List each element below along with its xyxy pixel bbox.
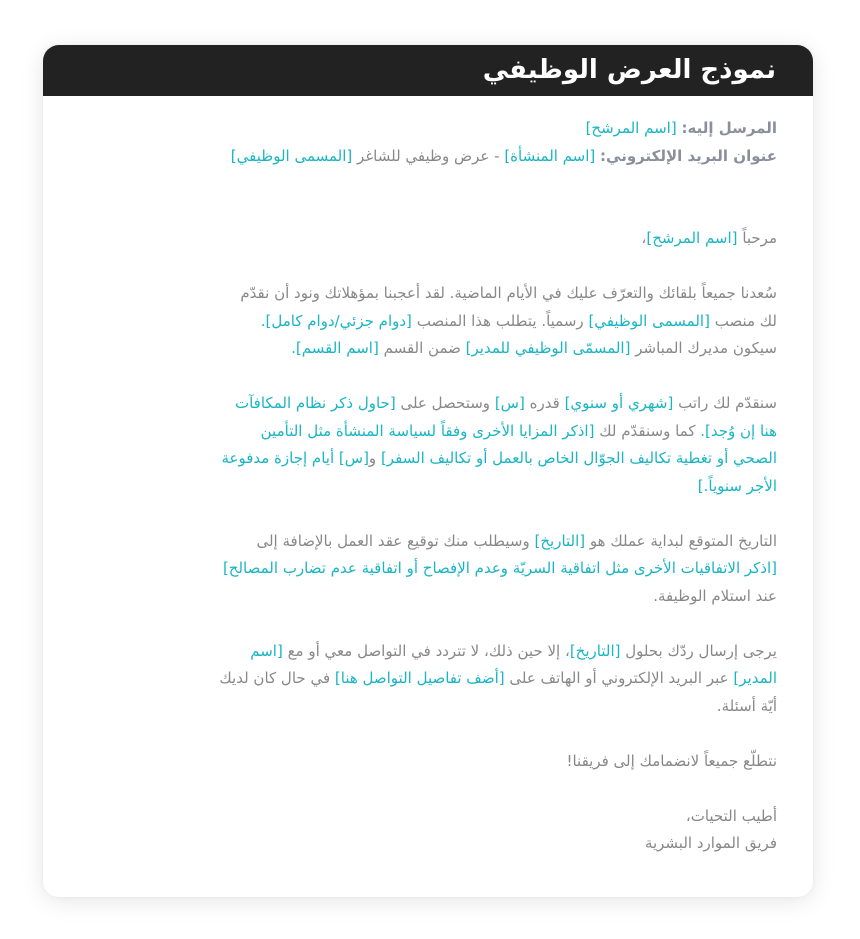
paragraph-intro: سُعدنا جميعاً بلقائك والتعرّف عليك في الأيام الماضية. لقد أعجبنا بمؤهلاتك ونود أن نقدّم لك منصب [المسمى الوظيفي] رسمياً. يتطلب هذا المنصب [دوام جزئي/دوام كامل]. سيكون مديرك المباشر [المسمّى الوظيفي للمدير] ضمن القسم [اسم القسم].: [240, 284, 777, 357]
paragraph-compensation: سنقدّم لك راتب [شهري أو سنوي] قدره [س] وستحصل على [حاول ذكر نظام المكافآت هنا إن وُجد]. كما وسنقدّم لك [اذكر المزايا الأخرى وفقاً لسياسة المنشأة مثل التأمين الصحي أو تغطية تكاليف الجوّال الخاص بالعمل أو تكاليف السفر] و[س] أيام إجازة مدفوعة الأجر سنوياً.]: [221, 394, 777, 495]
paragraph-start-date: التاريخ المتوقع لبداية عملك هو [التاريخ] وسيطلب منك توقيع عقد العمل بالإضافة إلى [اذكر الاتفاقيات الأخرى مثل اتفاقية السريّة وعدم الإفصاح أو اتفاقية عدم تضارب المصالح] عند استلام الوظيفة.: [222, 531, 777, 605]
page-title: نموذج العرض الوظيفي: [482, 55, 776, 85]
subject-job-title: [المسمى الوظيفي]: [230, 146, 353, 165]
subject-text: - عرض وظيفي للشاغر: [357, 146, 500, 165]
candidate-name: [اسم المرشح]: [646, 229, 738, 247]
card-header: [43, 45, 813, 96]
paragraph-reply: يرجى إرسال ردّك بحلول [التاريخ]، إلا حين ذلك، لا تتردد في التواصل معي أو مع [اسم المدير] عبر البريد الإلكتروني أو الهاتف على [أضف تفاصيل التواصل هنا] في حال كان لديك أيّة أسئلة.: [219, 641, 777, 715]
greeting: مرحباً [اسم المرشح]،: [641, 229, 777, 247]
recipient-value: [اسم المرشح]: [585, 119, 677, 137]
subject-company: [اسم المنشأة]: [504, 146, 596, 165]
offer-letter-card: [43, 45, 813, 897]
subject-label: عنوان البريد الإلكتروني:: [600, 146, 777, 165]
email-meta: [79, 115, 777, 170]
recipient-label: المرسل إليه:: [681, 119, 777, 137]
letter-body: [43, 96, 813, 858]
signoff: أطيب التحيات، فريق الموارد البشرية: [644, 806, 777, 852]
recipient-line: [79, 115, 777, 143]
subject-line: [79, 143, 777, 171]
closing-line: نتطلّع جميعاً لانضمامك إلى فريقنا!: [566, 751, 777, 770]
